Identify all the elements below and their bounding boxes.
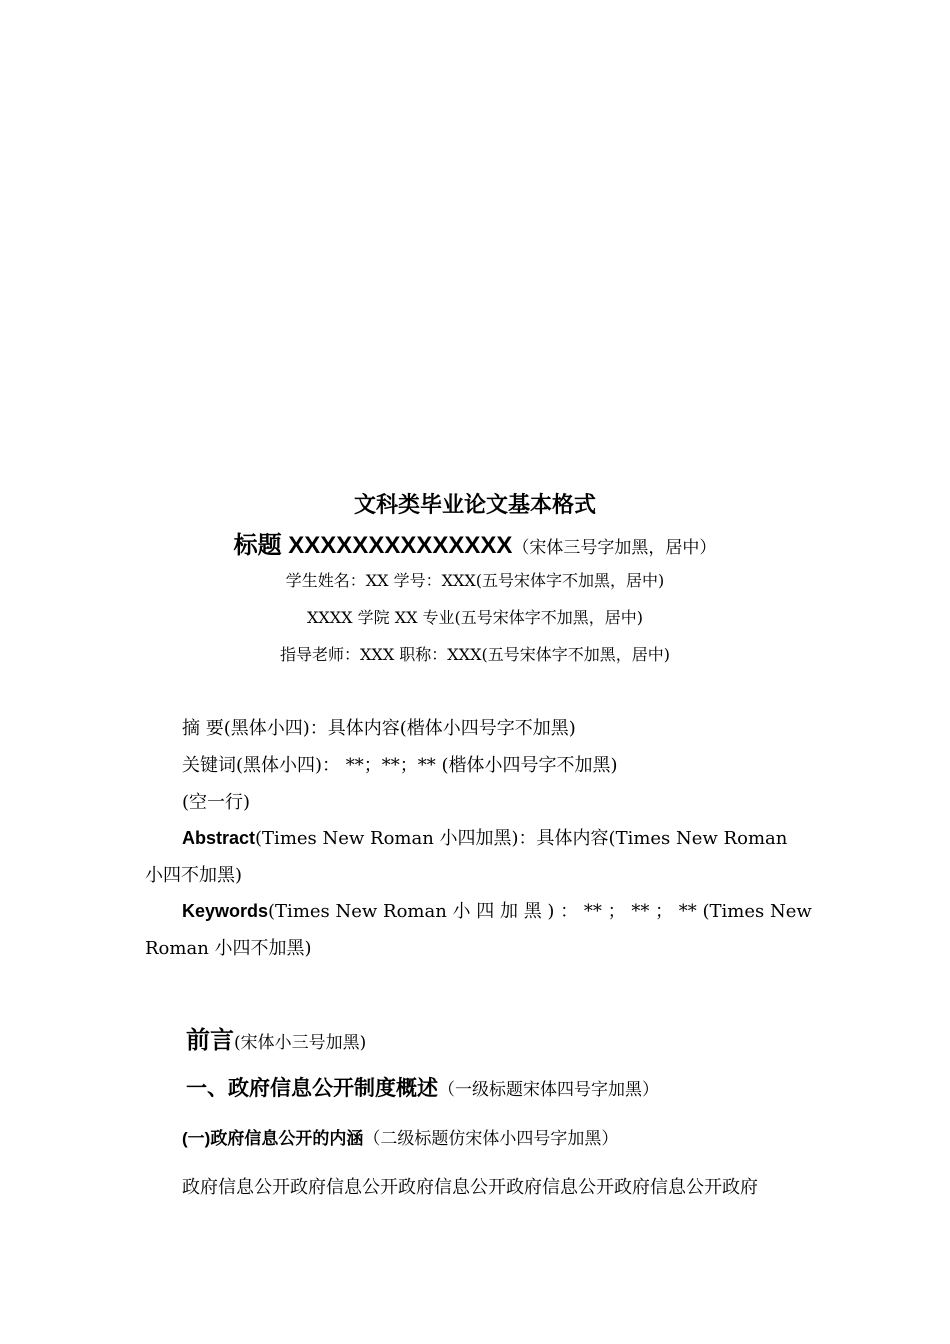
college-info-line: XXXX 学院 XX 专业(五号宋体字不加黑，居中) [306,608,644,627]
abstract-en-label: Abstract [182,828,256,848]
preface-heading [186,1020,366,1055]
section1-note: （一级标题宋体四号字加黑） [438,1080,659,1100]
abstract-en-text: (Times New Roman 小四加黑)：具体内容(Times New Roman [255,828,788,849]
subsection1-label: (一)政府信息公开的内涵 [182,1129,364,1148]
section1-label: 一、政府信息公开制度概述 [186,1077,438,1100]
body-paragraph: 政府信息公开政府信息公开政府信息公开政府信息公开政府信息公开政府 [182,1177,758,1198]
keywords-en-text: (Times New Roman 小 四 加 黑 ) ： ** ； ** ； ** (Times New [268,901,812,922]
document-heading: 文科类毕业论文基本格式 [353,492,596,518]
keywords-en-line2: Roman 小四不加黑) [145,938,312,959]
abstract-en-line2: 小四不加黑) [145,865,243,886]
abstract-en-line1 [182,824,787,850]
preface-note: (宋体小三号加黑) [234,1033,367,1053]
subsection1-note: （二级标题仿宋体小四号字加黑） [363,1129,619,1149]
thesis-title-note: （宋体三号字加黑，居中） [512,538,717,558]
abstract-zh: 摘 要(黑体小四)：具体内容(楷体小四号字不加黑) [182,718,576,739]
thesis-title-main: 标题 XXXXXXXXXXXXXX [233,532,513,559]
keywords-en-line1 [182,897,812,923]
section-heading-level1 [186,1072,659,1102]
blank-line-note: (空一行) [182,792,251,813]
student-info-line: 学生姓名：XX 学号：XXX(五号宋体字不加黑，居中) [285,571,665,590]
thesis-title [0,525,950,560]
keywords-en-label: Keywords [182,901,269,921]
section-heading-level2 [182,1124,618,1149]
preface-label: 前言 [186,1027,234,1054]
keywords-zh: 关键词(黑体小四)： **；**；** (楷体小四号字不加黑) [182,755,618,776]
advisor-info-line: 指导老师：XXX 职称：XXX(五号宋体字不加黑，居中) [280,645,670,664]
